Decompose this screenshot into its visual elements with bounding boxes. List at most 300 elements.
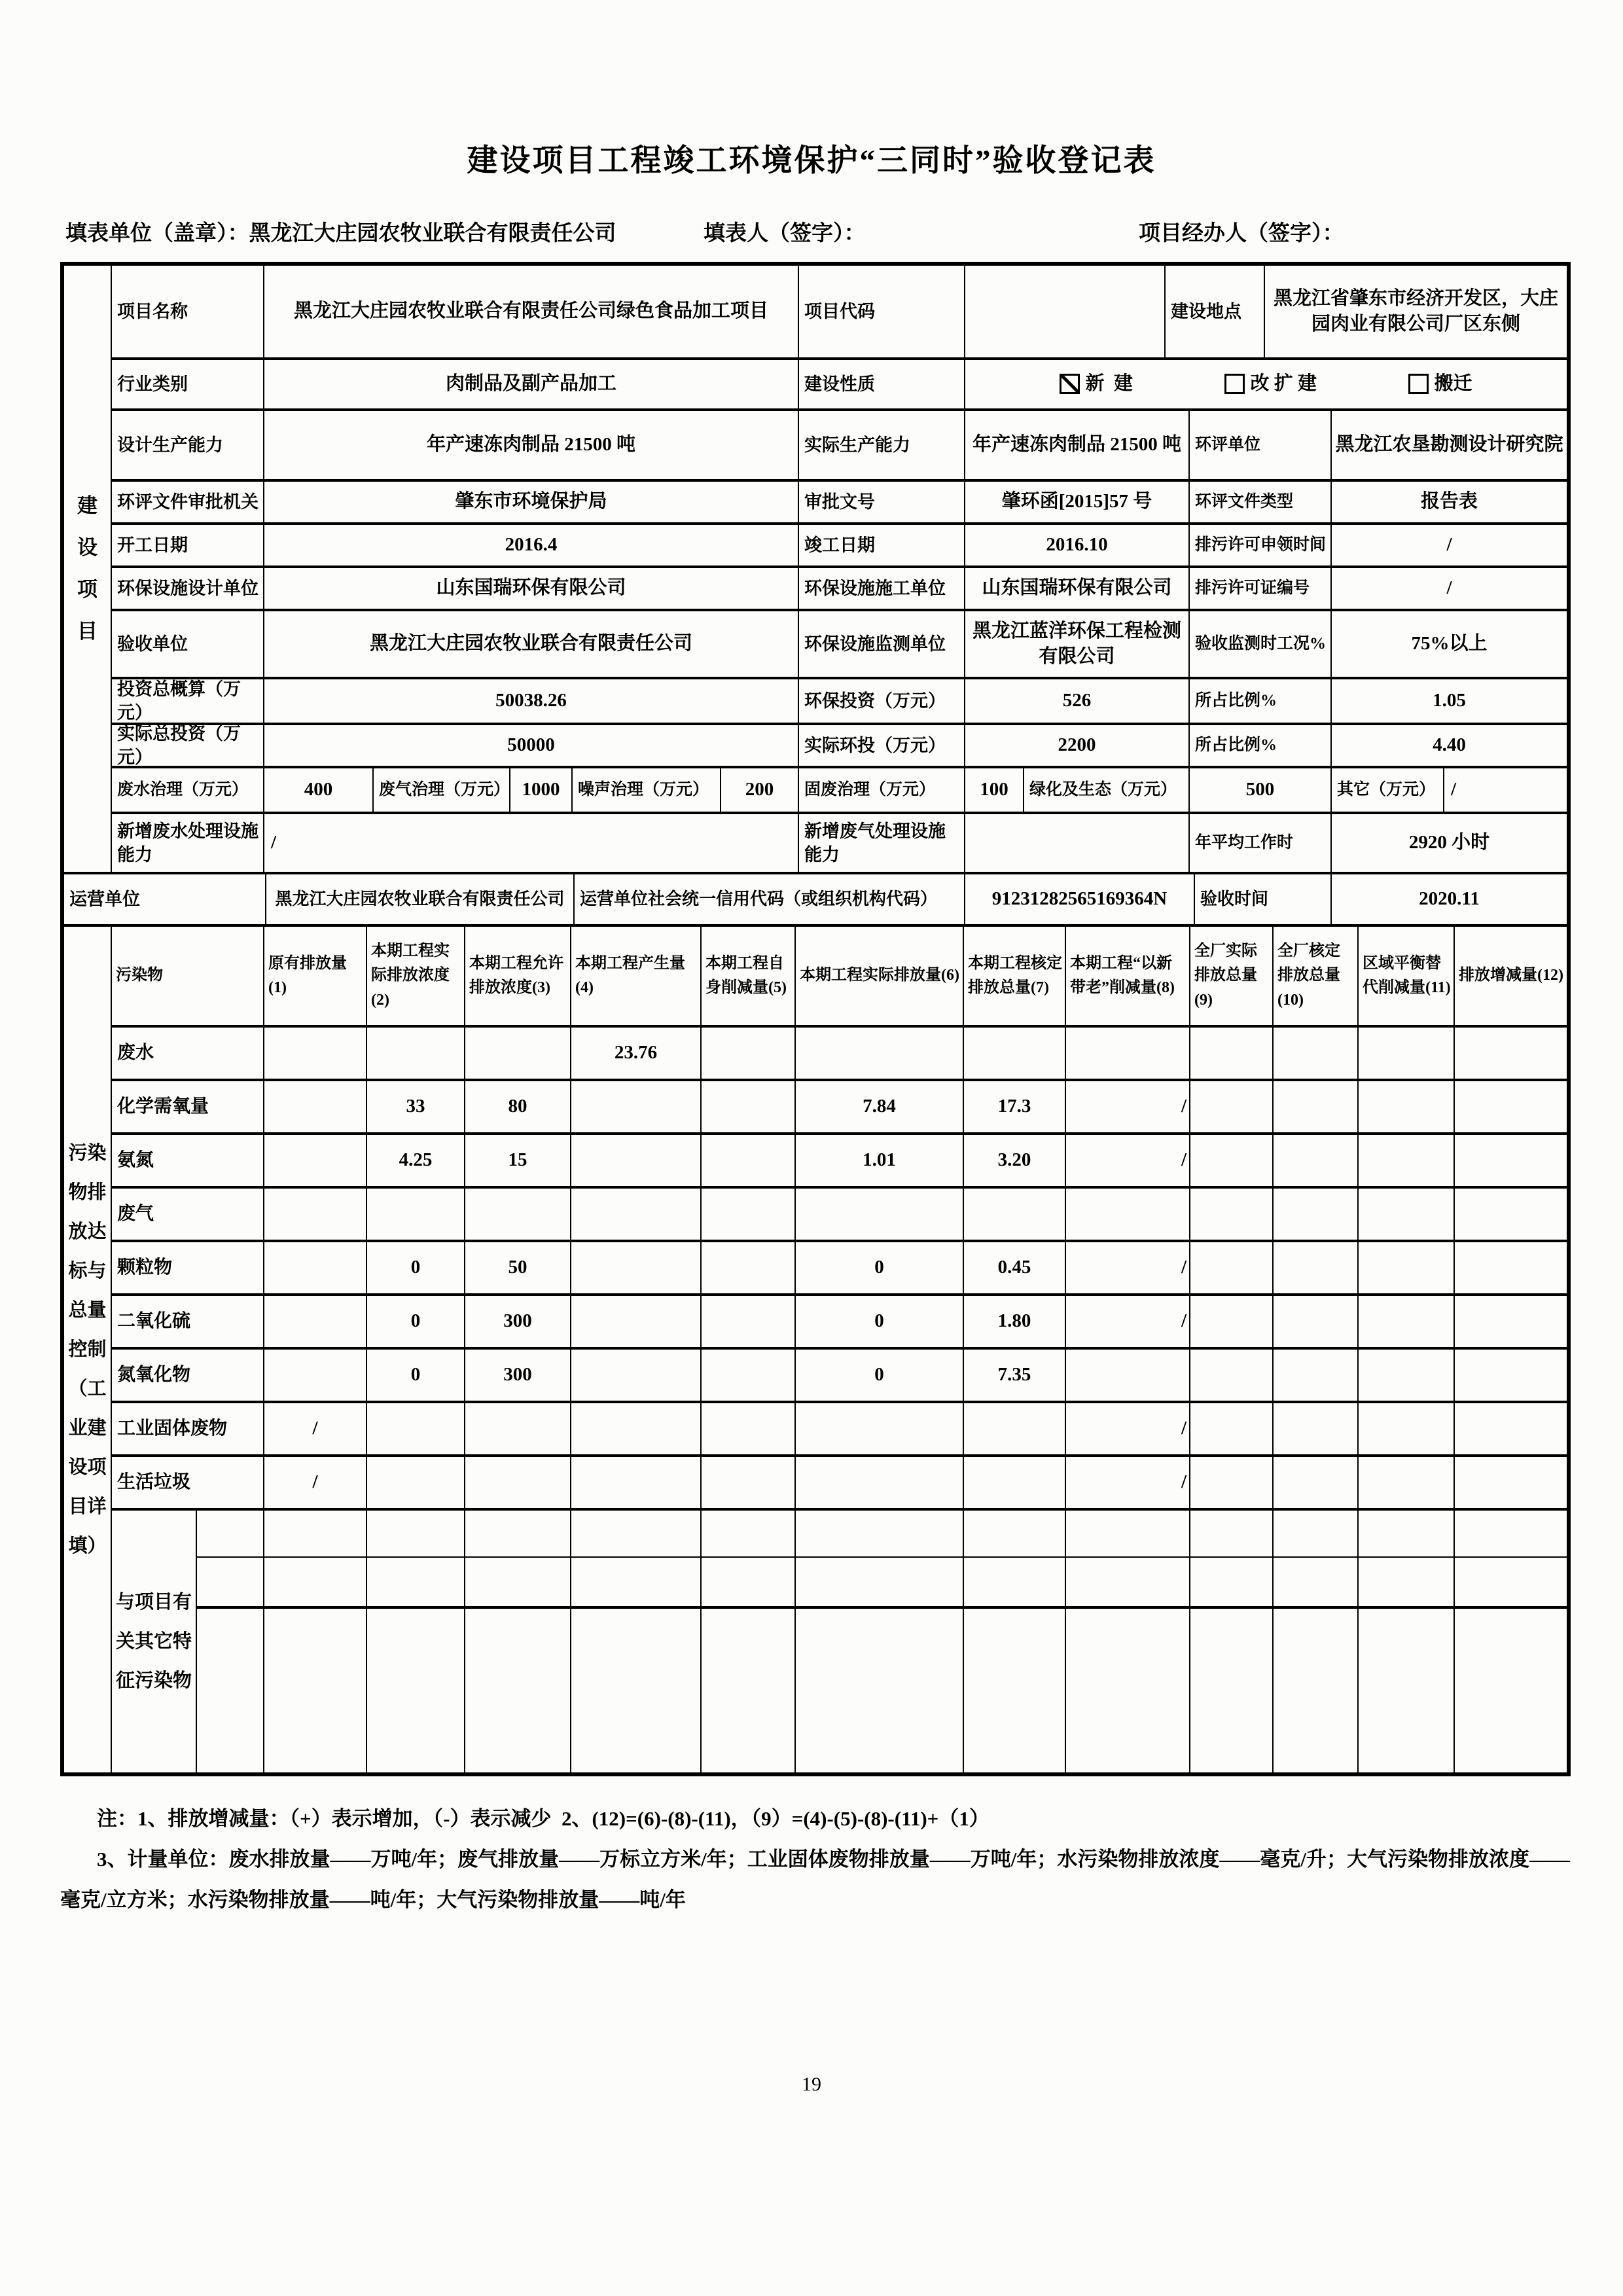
empty-cell	[796, 1609, 964, 1772]
unchecked-checkbox-icon	[1224, 374, 1245, 394]
pollutant-cell	[465, 1028, 571, 1079]
pollutant-cell	[571, 1242, 702, 1293]
project-handler-label: 项目经办人（签字）：	[1139, 222, 1344, 245]
column-header: 全厂实际排放总量(9)	[1190, 927, 1274, 1025]
registration-table	[60, 262, 1571, 1776]
other-pollutants-block	[112, 1511, 1567, 1772]
table-row	[112, 411, 1567, 482]
acceptance-unit-label: 验收单位	[112, 611, 264, 677]
pollutant-cell: 0	[796, 1242, 964, 1293]
pollutant-cell: /	[1066, 1403, 1190, 1454]
pollutant-cell	[1359, 1403, 1455, 1454]
new-waste-gas-capacity-value	[965, 814, 1190, 872]
pollution-side-label	[64, 927, 112, 1772]
pollutant-cell: /	[1066, 1457, 1190, 1508]
pollutant-cell	[571, 1135, 702, 1186]
pollutant-name: 颗粒物	[112, 1242, 264, 1293]
env-design-unit-value: 山东国瑞环保有限公司	[264, 568, 799, 609]
column-header: 本期工程允许排放浓度(3)	[465, 927, 571, 1025]
pollutant-cell: 50	[465, 1242, 571, 1293]
empty-cell	[367, 1511, 465, 1556]
other-cost-label: 其它（万元）	[1332, 768, 1444, 812]
empty-cell	[1274, 1558, 1359, 1606]
pollutant-name: 废气	[112, 1189, 264, 1240]
pollutant-data-rows	[112, 1028, 1567, 1511]
pollutant-cell: 7.84	[796, 1081, 964, 1132]
pollutant-cell: 1.80	[964, 1296, 1066, 1347]
other-pollutants-label-text: 与项目有关其它特征污染物	[116, 1592, 192, 1691]
empty-cell	[964, 1511, 1066, 1556]
pollutant-cell	[1274, 1350, 1359, 1401]
column-header: 全厂核定排放总量(10)	[1274, 927, 1359, 1025]
permit-number-label: 排污许可证编号	[1190, 568, 1332, 609]
other-pollutants-label	[112, 1511, 197, 1772]
approval-number-label: 审批文号	[799, 482, 965, 522]
pollutant-cell: 0	[796, 1350, 964, 1401]
pollutant-cell	[1455, 1296, 1567, 1347]
empty-cell	[1455, 1609, 1567, 1772]
pollutant-cell	[1066, 1028, 1190, 1079]
pollutant-cell	[1455, 1028, 1567, 1079]
env-investment-label: 环保投资（万元）	[799, 679, 965, 723]
pollutant-cell: 7.35	[964, 1350, 1066, 1401]
actual-env-investment-label: 实际环投（万元）	[799, 725, 965, 766]
proportion2-value: 4.40	[1433, 734, 1466, 756]
footnote-2: 3、计量单位：废水排放量——万吨/年；废气排放量——万标立方米/年；工业固体废物排放量——万吨/年；水污染物排放浓度——毫克/升；大气污染物排放浓度——毫克/立方米；水污染物排放量——吨/年；大气污染物排放量——吨/年	[60, 1848, 1570, 1911]
fill-unit-label: 填表单位（盖章）：黑龙江大庄园农牧业联合有限责任公司	[65, 222, 616, 245]
empty-cell	[465, 1511, 571, 1556]
actual-capacity-value: 年产速冻肉制品 21500 吨	[965, 411, 1190, 479]
pollutant-cell	[465, 1457, 571, 1508]
env-construction-unit-value: 山东国瑞环保有限公司	[965, 568, 1190, 609]
other-pollutants-rows	[197, 1511, 1567, 1772]
industry-category-value: 肉制品及副产品加工	[264, 360, 799, 408]
option-relocate	[1408, 371, 1472, 397]
project-name-label: 项目名称	[112, 266, 264, 357]
table-row	[112, 814, 1567, 872]
proportion-value: 1.05	[1433, 690, 1466, 711]
pollutant-cell	[964, 1403, 1066, 1454]
table-row	[112, 360, 1567, 411]
new-waste-gas-capacity-label: 新增废气处理设施能力	[799, 814, 965, 872]
completion-date-label: 竣工日期	[799, 525, 965, 565]
pollutant-cell: 300	[465, 1296, 571, 1347]
wastewater-treatment-value: 400	[264, 768, 374, 812]
pollutant-row	[112, 1081, 1567, 1135]
env-construction-unit-label: 环保设施施工单位	[799, 568, 965, 609]
empty-cell	[1066, 1511, 1190, 1556]
empty-cell	[1274, 1511, 1359, 1556]
pollutant-cell	[264, 1350, 367, 1401]
other-cost-value: /	[1451, 779, 1457, 800]
completion-date-value: 2016.10	[965, 525, 1190, 565]
construction-rows	[112, 266, 1567, 872]
page-title: 建设项目工程竣工环境保护“三同时”验收登记表	[467, 144, 1156, 178]
pollutant-row	[112, 1189, 1567, 1242]
empty-cell	[702, 1558, 796, 1606]
construction-side-label	[64, 266, 112, 872]
pollutant-cell	[264, 1296, 367, 1347]
pollutant-cell	[1455, 1081, 1567, 1132]
acceptance-unit-value: 黑龙江大庄园农牧业联合有限责任公司	[264, 611, 799, 677]
pollutant-row	[112, 1403, 1567, 1457]
unchecked-checkbox-icon	[1408, 374, 1429, 394]
start-date-label: 开工日期	[112, 525, 264, 565]
pollutant-cell	[1455, 1403, 1567, 1454]
column-header: 本期工程自身削减量(5)	[702, 927, 796, 1025]
other-pollutant-row	[197, 1511, 1567, 1558]
pollution-side-label-text: 污染物排放达标与总量控制（工业建设项目详填）	[68, 1143, 107, 1556]
pollutant-cell	[796, 1189, 964, 1240]
pollutant-cell	[465, 1403, 571, 1454]
pollutant-cell	[1190, 1189, 1274, 1240]
pollutant-cell	[964, 1457, 1066, 1508]
noise-treatment-value: 200	[721, 768, 799, 812]
other-pollutant-row	[197, 1609, 1567, 1772]
empty-cell	[465, 1558, 571, 1606]
permit-application-time-label: 排污许可申领时间	[1190, 525, 1332, 565]
total-investment-estimate-label: 投资总概算（万元）	[112, 679, 264, 723]
table-row	[112, 725, 1567, 768]
pollutant-cell	[367, 1028, 465, 1079]
option-label: 搬迁	[1434, 373, 1472, 395]
pollutant-cell	[465, 1189, 571, 1240]
construction-site-value: 黑龙江省肇东市经济开发区，大庄园肉业有限公司厂区东侧	[1273, 287, 1558, 334]
pollutant-cell: 17.3	[964, 1081, 1066, 1132]
table-row	[112, 266, 1567, 360]
pollutant-cell: /	[1066, 1296, 1190, 1347]
annual-working-hours-value: 2920 小时	[1408, 832, 1490, 853]
column-header: 本期工程实际排放量(6)	[796, 927, 964, 1025]
pollutant-cell	[571, 1296, 702, 1347]
pollutant-cell	[796, 1457, 964, 1508]
empty-cell	[1190, 1609, 1274, 1772]
pollutant-cell: 33	[367, 1081, 465, 1132]
operation-unit-row	[64, 872, 1567, 927]
table-row	[112, 525, 1567, 568]
pollutant-name: 化学需氧量	[112, 1081, 264, 1132]
pollutant-cell	[571, 1350, 702, 1401]
pollutant-cell	[264, 1242, 367, 1293]
solid-waste-treatment-value: 100	[965, 768, 1024, 812]
pollutant-cell	[1359, 1350, 1455, 1401]
pollutant-cell: 0	[796, 1296, 964, 1347]
pollutant-cell	[1359, 1189, 1455, 1240]
construction-nature-options	[968, 371, 1564, 397]
pollutant-cell	[702, 1350, 796, 1401]
actual-total-investment-label: 实际总投资（万元）	[112, 725, 264, 766]
column-header: 本期工程核定排放总量(7)	[964, 927, 1066, 1025]
empty-cell	[796, 1511, 964, 1556]
pollutant-cell	[702, 1457, 796, 1508]
empty-cell	[197, 1609, 264, 1772]
pollutant-cell	[1274, 1081, 1359, 1132]
pollutant-cell	[571, 1081, 702, 1132]
construction-side-label-text: 建设项目	[77, 494, 98, 643]
pollutant-cell	[1359, 1242, 1455, 1293]
construction-section	[64, 266, 1567, 872]
wastewater-treatment-label: 废水治理（万元）	[112, 768, 264, 812]
empty-cell	[796, 1558, 964, 1606]
construction-nature-value	[965, 360, 1567, 408]
form-meta-line	[0, 216, 1623, 245]
eia-approval-authority-value: 肇东市环境保护局	[264, 482, 799, 522]
pollutant-cell	[1190, 1296, 1274, 1347]
eia-unit-value: 黑龙江农垦勘测设计研究院	[1335, 434, 1563, 456]
actual-total-investment-value: 50000	[264, 725, 799, 766]
acceptance-time-label: 验收时间	[1195, 874, 1332, 924]
pollutant-cell	[1066, 1189, 1190, 1240]
pollutant-row	[112, 1242, 1567, 1296]
empty-cell	[264, 1511, 367, 1556]
pollutant-cell	[1274, 1403, 1359, 1454]
design-capacity-label: 设计生产能力	[112, 411, 264, 479]
pollutant-cell	[1359, 1296, 1455, 1347]
pollutant-cell: 15	[465, 1135, 571, 1186]
empty-cell	[1359, 1511, 1455, 1556]
page-number: 19	[802, 2073, 821, 2095]
design-capacity-value: 年产速冻肉制品 21500 吨	[264, 411, 799, 479]
pollution-section	[64, 927, 1567, 1772]
start-date-value: 2016.4	[264, 525, 799, 565]
empty-cell	[1190, 1511, 1274, 1556]
column-header: 排放增减量(12)	[1459, 967, 1563, 984]
pollutant-cell: 300	[465, 1350, 571, 1401]
pollutant-cell	[1066, 1350, 1190, 1401]
pollutant-cell	[1359, 1028, 1455, 1079]
pollutant-cell	[367, 1457, 465, 1508]
approval-number-value: 肇环函[2015]57 号	[965, 482, 1190, 522]
empty-cell	[1066, 1558, 1190, 1606]
empty-cell	[702, 1609, 796, 1772]
pollutant-cell: /	[264, 1457, 367, 1508]
operation-unit-value: 黑龙江大庄园农牧业联合有限责任公司	[266, 874, 575, 924]
column-header: 本期工程实际排放浓度(2)	[367, 927, 465, 1025]
pollutant-cell	[1455, 1135, 1567, 1186]
empty-cell	[964, 1609, 1066, 1772]
env-design-unit-label: 环保设施设计单位	[112, 568, 264, 609]
pollutant-cell	[702, 1242, 796, 1293]
construction-nature-label: 建设性质	[799, 360, 965, 408]
pollutant-cell	[1455, 1350, 1567, 1401]
eia-approval-authority-label: 环评文件审批机关	[112, 482, 264, 522]
acceptance-time-value: 2020.11	[1419, 888, 1480, 910]
table-row	[112, 568, 1567, 611]
empty-cell	[1455, 1558, 1567, 1606]
pollutant-cell	[1190, 1350, 1274, 1401]
pollutant-cell	[264, 1189, 367, 1240]
option-expand-rebuild	[1224, 371, 1317, 397]
greening-ecology-value: 500	[1190, 768, 1332, 812]
empty-cell	[197, 1558, 264, 1606]
pollutant-cell	[702, 1189, 796, 1240]
pollutant-cell: 0	[367, 1296, 465, 1347]
pollutant-row	[112, 1028, 1567, 1081]
pollutant-cell: 3.20	[964, 1135, 1066, 1186]
column-header: 污染物	[112, 927, 264, 1025]
pollution-rows	[112, 927, 1567, 1772]
empty-cell	[1066, 1609, 1190, 1772]
pollutant-cell	[1455, 1242, 1567, 1293]
other-pollutant-row	[197, 1558, 1567, 1609]
pollutant-cell	[1274, 1135, 1359, 1186]
pollutant-cell	[702, 1296, 796, 1347]
pollutant-cell: 1.01	[796, 1135, 964, 1186]
pollutant-cell: /	[1066, 1081, 1190, 1132]
construction-site-label: 建设地点	[1166, 266, 1265, 357]
annual-working-hours-label: 年平均工作时	[1190, 814, 1332, 872]
total-investment-estimate-value: 50038.26	[264, 679, 799, 723]
empty-cell	[1274, 1609, 1359, 1772]
pollutant-header-row	[112, 927, 1567, 1028]
empty-cell	[465, 1609, 571, 1772]
empty-cell	[571, 1609, 702, 1772]
permit-application-time-value: /	[1446, 534, 1452, 556]
option-label: 新 建	[1085, 373, 1133, 395]
operation-unit-label: 运营单位	[64, 874, 266, 924]
eia-document-type-label: 环评文件类型	[1190, 482, 1332, 522]
pollutant-cell: 4.25	[367, 1135, 465, 1186]
pollutant-name: 氨氮	[112, 1135, 264, 1186]
pollutant-name: 工业固体废物	[112, 1403, 264, 1454]
table-row	[112, 482, 1567, 525]
footnote-1: 注：1、排放增减量：（+）表示增加，（-）表示减少 2、(12)=(6)-(8)-(11)，（9）=(4)-(5)-(8)-(11)+（1）	[97, 1807, 990, 1830]
solid-waste-treatment-label: 固废治理（万元）	[799, 768, 965, 812]
pollutant-cell	[1274, 1189, 1359, 1240]
empty-cell	[964, 1558, 1066, 1606]
pollutant-cell	[367, 1403, 465, 1454]
fill-person-label: 填表人（签字）：	[704, 222, 866, 245]
empty-cell	[1359, 1558, 1455, 1606]
env-investment-value: 526	[965, 679, 1190, 723]
project-name-value: 黑龙江大庄园农牧业联合有限责任公司绿色食品加工项目	[264, 266, 799, 357]
pollutant-cell	[1274, 1296, 1359, 1347]
pollutant-cell	[1190, 1135, 1274, 1186]
pollutant-cell: /	[264, 1403, 367, 1454]
pollutant-row	[112, 1350, 1567, 1403]
pollutant-cell	[702, 1135, 796, 1186]
column-header: 原有排放量(1)	[264, 927, 367, 1025]
pollutant-cell	[796, 1403, 964, 1454]
pollutant-cell	[1274, 1242, 1359, 1293]
pollutant-cell	[702, 1403, 796, 1454]
pollutant-cell	[1359, 1457, 1455, 1508]
monitoring-condition-value: 75%以上	[1411, 633, 1488, 655]
pollutant-cell	[571, 1457, 702, 1508]
proportion2-label: 所占比例%	[1190, 725, 1332, 766]
actual-env-investment-value: 2200	[965, 725, 1190, 766]
new-wastewater-capacity-label: 新增废水处理设施能力	[112, 814, 264, 872]
pollutant-name: 二氧化硫	[112, 1296, 264, 1347]
pollutant-cell	[1274, 1457, 1359, 1508]
empty-cell	[264, 1558, 367, 1606]
env-monitoring-unit-label: 环保设施监测单位	[799, 611, 965, 677]
pollutant-cell	[796, 1028, 964, 1079]
new-wastewater-capacity-value: /	[264, 814, 799, 872]
empty-cell	[264, 1609, 367, 1772]
permit-number-value: /	[1446, 577, 1452, 599]
pollutant-cell: 0	[367, 1350, 465, 1401]
pollutant-cell: /	[1066, 1242, 1190, 1293]
waste-gas-treatment-value: 1000	[510, 768, 573, 812]
pollutant-cell	[367, 1189, 465, 1240]
pollutant-cell	[1359, 1081, 1455, 1132]
greening-ecology-label: 绿化及生态（万元）	[1024, 768, 1190, 812]
empty-cell	[1190, 1558, 1274, 1606]
column-header: 区域平衡替代削减量(11)	[1359, 927, 1455, 1025]
empty-cell	[367, 1558, 465, 1606]
pollutant-cell	[1455, 1457, 1567, 1508]
option-label: 改 扩 建	[1250, 373, 1317, 395]
env-monitoring-unit-value: 黑龙江蓝洋环保工程检测有限公司	[965, 611, 1190, 677]
pollutant-cell	[571, 1403, 702, 1454]
eia-unit-label: 环评单位	[1190, 411, 1332, 479]
pollutant-cell	[264, 1081, 367, 1132]
pollutant-cell	[1190, 1028, 1274, 1079]
table-row	[112, 679, 1567, 725]
pollutant-row	[112, 1457, 1567, 1511]
option-new-build	[1060, 371, 1133, 397]
pollutant-cell: 23.76	[571, 1028, 702, 1079]
footnotes	[60, 1799, 1571, 1920]
pollutant-cell: /	[1066, 1135, 1190, 1186]
empty-cell	[702, 1511, 796, 1556]
industry-category-label: 行业类别	[112, 360, 264, 408]
pollutant-cell: 0	[367, 1242, 465, 1293]
column-header: 本期工程“以新带老”削减量(8)	[1066, 927, 1190, 1025]
pollutant-cell	[1455, 1189, 1567, 1240]
pollutant-row	[112, 1296, 1567, 1350]
column-header: 本期工程产生量(4)	[571, 927, 702, 1025]
pollutant-cell	[702, 1028, 796, 1079]
pollutant-cell	[964, 1189, 1066, 1240]
proportion-label: 所占比例%	[1190, 679, 1332, 723]
pollutant-cell	[1190, 1081, 1274, 1132]
credit-code-label: 运营单位社会统一信用代码（或组织机构代码）	[575, 874, 965, 924]
pollutant-name: 废水	[112, 1028, 264, 1079]
pollutant-cell	[1190, 1242, 1274, 1293]
project-code-label: 项目代码	[799, 266, 965, 357]
empty-cell	[367, 1609, 465, 1772]
empty-cell	[1455, 1511, 1567, 1556]
credit-code-value: 91231282565169364N	[965, 874, 1195, 924]
pollutant-cell	[264, 1135, 367, 1186]
checked-checkbox-icon	[1060, 374, 1080, 394]
eia-document-type-value: 报告表	[1420, 491, 1478, 512]
empty-cell	[197, 1511, 264, 1556]
empty-cell	[571, 1511, 702, 1556]
table-row	[112, 611, 1567, 679]
pollutant-cell	[571, 1189, 702, 1240]
monitoring-condition-label: 验收监测时工况%	[1190, 611, 1332, 677]
table-row	[112, 768, 1567, 814]
project-code-value	[965, 266, 1166, 357]
pollutant-cell	[1190, 1457, 1274, 1508]
pollutant-cell	[964, 1028, 1066, 1079]
pollutant-cell	[1359, 1135, 1455, 1186]
pollutant-cell	[702, 1081, 796, 1132]
waste-gas-treatment-label: 废气治理（万元）	[374, 768, 510, 812]
pollutant-name: 生活垃圾	[112, 1457, 264, 1508]
pollutant-cell	[1190, 1403, 1274, 1454]
empty-cell	[571, 1558, 702, 1606]
pollutant-cell	[1274, 1028, 1359, 1079]
empty-cell	[1359, 1609, 1455, 1772]
noise-treatment-label: 噪声治理（万元）	[573, 768, 721, 812]
pollutant-cell: 80	[465, 1081, 571, 1132]
actual-capacity-label: 实际生产能力	[799, 411, 965, 479]
pollutant-cell: 0.45	[964, 1242, 1066, 1293]
